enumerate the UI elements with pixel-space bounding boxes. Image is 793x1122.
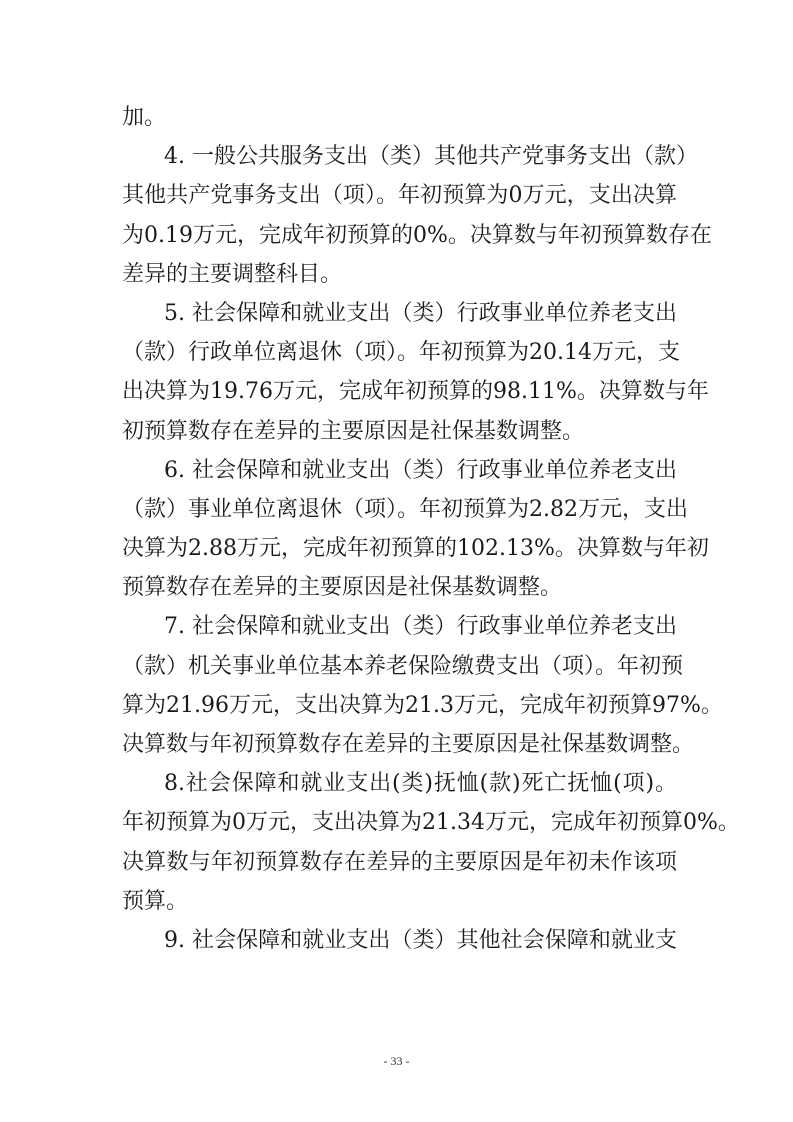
text-line: 4. 一般公共服务支出（类）其他共产党事务支出（款） xyxy=(164,144,698,170)
text-line: 6. 社会保障和就业支出（类）行政事业单位养老支出 xyxy=(164,457,677,483)
text-line: 8.社会保障和就业支出(类)抚恤(款)死亡抚恤(项)。 xyxy=(164,771,677,797)
page-number: - 33 - xyxy=(383,1054,410,1068)
text-line: 决算数与年初预算数存在差异的主要原因是社保基数调整。 xyxy=(122,732,695,757)
text-line: 初预算数存在差异的主要原因是社保基数调整。 xyxy=(122,418,585,444)
text-line: 差异的主要调整科目。 xyxy=(122,261,343,287)
text-line: （款）事业单位离退休（项）。年初预算为2.82万元，支出 xyxy=(122,496,688,522)
text-line: 为0.19万元，完成年初预算的0%。决算数与年初预算数存在 xyxy=(122,222,712,248)
text-line: 加。 xyxy=(122,105,167,130)
text-line: 预算数存在差异的主要原因是社保基数调整。 xyxy=(122,575,563,601)
document-body xyxy=(122,98,740,960)
text-line: 年初预算为0万元，支出决算为21.34万元，完成年初预算0%。 xyxy=(122,810,740,836)
text-line: 其他共产党事务支出（项）。年初预算为0万元，支出决算 xyxy=(122,183,677,209)
text-line: 决算为2.88万元，完成年初预算的102.13%。决算数与年初 xyxy=(122,536,709,562)
text-line: 出决算为19.76万元，完成年初预算的98.11%。决算数与年 xyxy=(122,379,709,405)
text-line: 算为21.96万元，支出决算为21.3万元，完成年初预算97%。 xyxy=(122,692,723,718)
text-line: 预算。 xyxy=(122,888,189,914)
text-line: （款）行政单位离退休（项）。年初预算为20.14万元，支 xyxy=(122,340,680,366)
text-line: （款）机关事业单位基本养老保险缴费支出（项）。年初预 xyxy=(122,653,684,679)
text-line: 7. 社会保障和就业支出（类）行政事业单位养老支出 xyxy=(164,614,677,640)
text-line: 9. 社会保障和就业支出（类）其他社会保障和就业支 xyxy=(164,927,677,953)
text-line: 5. 社会保障和就业支出（类）行政事业单位养老支出 xyxy=(164,300,677,326)
text-line: 决算数与年初预算数存在差异的主要原因是年初未作该项 xyxy=(122,849,677,875)
